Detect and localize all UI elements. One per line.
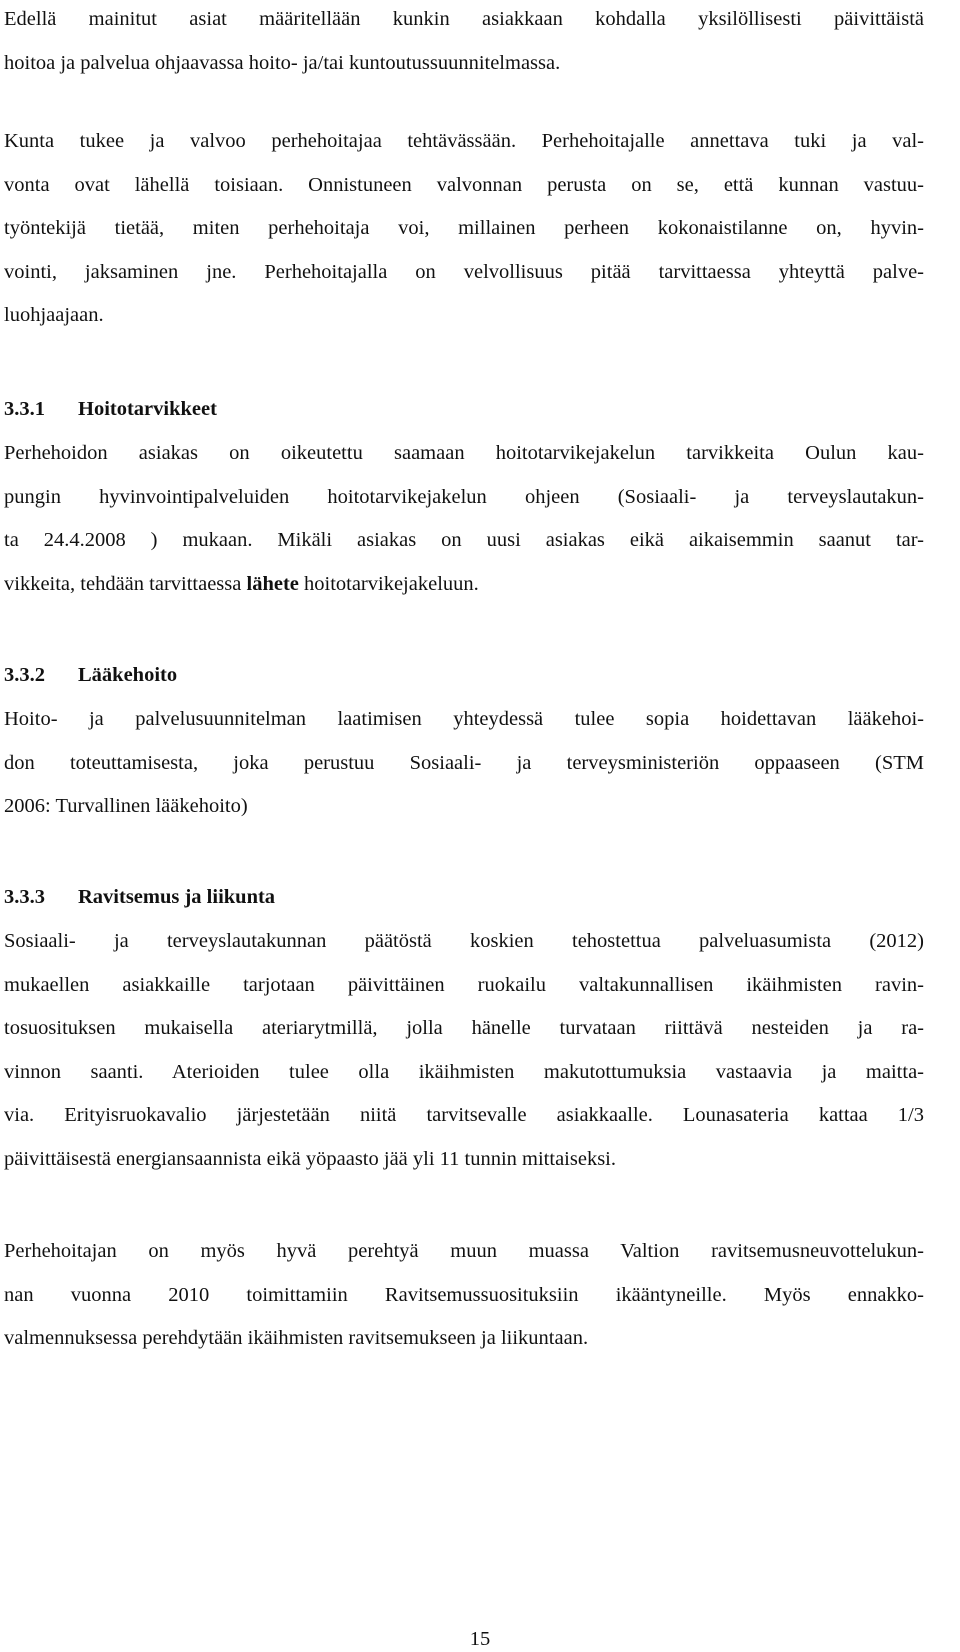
text-line: valmennuksessa perehdytään ikäihmisten ravitsemukseen ja liikuntaan. <box>4 1327 589 1349</box>
text-line: Kunta tukee ja valvoo perhehoitajaa tehtävässään. Perhehoitajalle annettava tuki ja val- <box>4 130 924 152</box>
paragraph-supervision <box>4 120 924 338</box>
paragraph-laakehoito <box>4 698 924 829</box>
text-line: päivittäisestä energiansaannista eikä yöpaasto jää yli 11 tunnin mittaiseksi. <box>4 1147 616 1170</box>
section-number: 3.3.2 <box>4 664 45 686</box>
paragraph-hoitotarvikkeet <box>4 432 924 606</box>
text-line: vonta ovat lähellä toisiaan. Onnistuneen valvonnan perusta on se, että kunnan vastuu- <box>4 173 924 196</box>
text-line: pungin hyvinvointipalveluiden hoitotarvikejakelun ohjeen (Sosiaali- ja terveyslautakun- <box>4 485 924 508</box>
text-line: Perhehoitajan on myös hyvä perehtyä muun muassa Valtion ravitsemusneuvottelukun- <box>4 1240 924 1262</box>
text-line: via. Erityisruokavalio järjestetään niitä tarvitsevalle asiakkaalle. Lounasateria kattaa 1/3 <box>4 1104 924 1126</box>
text-line: ta 24.4.2008 ) mukaan. Mikäli asiakas on uusi asiakas eikä aikaisemmin saanut tar- <box>4 529 924 551</box>
section-number: 3.3.1 <box>4 398 45 420</box>
section-number: 3.3.3 <box>4 886 45 908</box>
text-line: 2006: Turvallinen lääkehoito) <box>4 795 248 817</box>
paragraph-intro <box>4 0 924 85</box>
section-title: Lääkehoito <box>78 664 178 686</box>
section-heading-ravitsemus <box>4 876 924 920</box>
section-title: Ravitsemus ja liikunta <box>78 886 276 908</box>
paragraph-ravitsemussuositukset <box>4 1230 924 1361</box>
text-line: don toteuttamisesta, joka perustuu Sosiaali- ja terveysministeriön oppaaseen (STM <box>4 751 924 774</box>
text-line: hoitoa ja palvelua ohjaavassa hoito- ja/tai kuntoutussuunnitelmassa. <box>4 51 561 74</box>
text-line: työntekijä tietää, miten perhehoitaja voi, millainen perheen kokonaistilanne on, hyvin- <box>4 217 924 239</box>
page-number: 15 <box>469 1628 491 1650</box>
text-line: tosuosituksen mukaisella ateriarytmillä, jolla hänelle turvataan riittävä nesteiden ja ra- <box>4 1017 924 1039</box>
text-line: Perhehoidon asiakas on oikeutettu saamaan hoitotarvikejakelun tarvikkeita Oulun kau- <box>4 442 924 464</box>
text-fragment: vikkeita, tehdään tarvittaessa <box>4 572 247 595</box>
text-line: luohjaajaan. <box>4 304 104 326</box>
text-line: vinnon saanti. Aterioiden tulee olla ikäihmisten makutottumuksia vastaavia ja maitta- <box>4 1060 924 1083</box>
section-heading-laakehoito <box>4 654 924 698</box>
text-line: Edellä mainitut asiat määritellään kunkin asiakkaan kohdalla yksilöllisesti päivittäistä <box>4 8 924 30</box>
text-line: Hoito- ja palvelusuunnitelman laatimisen yhteydessä tulee sopia hoidettavan lääkehoi- <box>4 708 924 730</box>
paragraph-ravitsemus <box>4 920 924 1181</box>
text-line: vointi, jaksaminen jne. Perhehoitajalla on velvollisuus pitää tarvittaessa yhteyttä palve- <box>4 260 924 283</box>
text-line: Sosiaali- ja terveyslautakunnan päätöstä koskien tehostettua palveluasumista (2012) <box>4 930 924 952</box>
text-line: nan vuonna 2010 toimittamiin Ravitsemussuosituksiin ikääntyneille. Myös ennakko- <box>4 1283 924 1306</box>
emphasized-term: lähete <box>246 572 299 595</box>
section-heading-hoitotarvikkeet <box>4 388 924 432</box>
text-fragment: hoitotarvikejakeluun. <box>298 572 479 595</box>
section-title: Hoitotarvikkeet <box>78 398 217 420</box>
text-line <box>4 563 924 607</box>
text-line: mukaellen asiakkaille tarjotaan päivittäinen ruokailu valtakunnallisen ikäihmisten ravin- <box>4 973 924 996</box>
